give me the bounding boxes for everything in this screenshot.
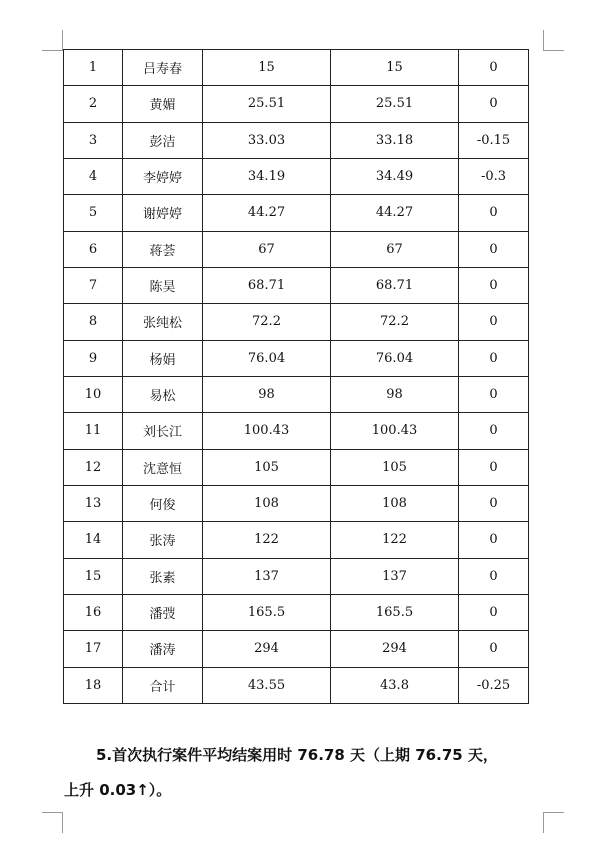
judge-name-cell: 张涛 — [123, 522, 203, 558]
table-body — [64, 50, 529, 704]
table-row — [64, 631, 529, 667]
previous-days-cell: 44.27 — [331, 195, 459, 231]
row-index-cell: 5 — [64, 195, 123, 231]
previous-days-cell: 33.18 — [331, 122, 459, 158]
table-row — [64, 413, 529, 449]
judge-name-cell: 易松 — [123, 376, 203, 412]
table-row — [64, 340, 529, 376]
crop-mark-bottom-right — [543, 812, 564, 833]
current-days-cell: 68.71 — [203, 267, 331, 303]
judge-name-cell: 彭洁 — [123, 122, 203, 158]
table-row — [64, 267, 529, 303]
change-cell: 0 — [459, 195, 529, 231]
current-days-cell: 76.04 — [203, 340, 331, 376]
current-days-cell: 137 — [203, 558, 331, 594]
change-cell: 0 — [459, 449, 529, 485]
table-row — [64, 594, 529, 630]
table-row — [64, 376, 529, 412]
previous-days-cell: 165.5 — [331, 594, 459, 630]
current-days-cell: 44.27 — [203, 195, 331, 231]
current-days-cell: 67 — [203, 231, 331, 267]
previous-days-cell: 68.71 — [331, 267, 459, 303]
row-index-cell: 4 — [64, 158, 123, 194]
row-index-cell: 16 — [64, 594, 123, 630]
judge-name-cell: 张纯松 — [123, 304, 203, 340]
previous-days-cell: 122 — [331, 522, 459, 558]
table-row — [64, 86, 529, 122]
change-cell: 0 — [459, 631, 529, 667]
row-index-cell: 15 — [64, 558, 123, 594]
current-days-cell: 100.43 — [203, 413, 331, 449]
change-cell: 0 — [459, 376, 529, 412]
row-index-cell: 6 — [64, 231, 123, 267]
previous-days-cell: 108 — [331, 485, 459, 521]
crop-mark-top-left — [42, 30, 63, 51]
previous-days-cell: 100.43 — [331, 413, 459, 449]
table-row — [64, 558, 529, 594]
current-days-cell: 34.19 — [203, 158, 331, 194]
change-cell: 0 — [459, 304, 529, 340]
previous-days-cell: 98 — [331, 376, 459, 412]
change-cell: 0 — [459, 86, 529, 122]
current-days-cell: 25.51 — [203, 86, 331, 122]
previous-days-cell: 294 — [331, 631, 459, 667]
judge-name-cell: 谢婷婷 — [123, 195, 203, 231]
row-index-cell: 17 — [64, 631, 123, 667]
table-row — [64, 122, 529, 158]
row-index-cell: 12 — [64, 449, 123, 485]
judge-name-cell: 吕寿春 — [123, 50, 203, 86]
change-cell: 0 — [459, 50, 529, 86]
change-cell: 0 — [459, 231, 529, 267]
current-days-cell: 105 — [203, 449, 331, 485]
summary-line-2: 上升 0.03↑）。 — [64, 781, 172, 799]
table-row — [64, 231, 529, 267]
previous-days-cell: 34.49 — [331, 158, 459, 194]
table-row — [64, 522, 529, 558]
judge-name-cell: 李婷婷 — [123, 158, 203, 194]
change-cell: 0 — [459, 413, 529, 449]
judge-name-cell: 杨娟 — [123, 340, 203, 376]
table-row — [64, 50, 529, 86]
judge-name-cell: 蒋荟 — [123, 231, 203, 267]
row-index-cell: 10 — [64, 376, 123, 412]
row-index-cell: 3 — [64, 122, 123, 158]
change-cell: -0.25 — [459, 667, 529, 703]
table-row — [64, 485, 529, 521]
crop-mark-top-right — [543, 30, 564, 51]
judge-name-cell: 张素 — [123, 558, 203, 594]
change-cell: 0 — [459, 267, 529, 303]
judge-name-cell: 潘涛 — [123, 631, 203, 667]
current-days-cell: 15 — [203, 50, 331, 86]
table-row — [64, 158, 529, 194]
current-days-cell: 108 — [203, 485, 331, 521]
previous-days-cell: 67 — [331, 231, 459, 267]
change-cell: 0 — [459, 485, 529, 521]
current-days-cell: 98 — [203, 376, 331, 412]
change-cell: 0 — [459, 594, 529, 630]
current-days-cell: 43.55 — [203, 667, 331, 703]
case-duration-table — [63, 49, 529, 704]
judge-name-cell: 何俊 — [123, 485, 203, 521]
table-row — [64, 667, 529, 703]
judge-name-cell: 潘弢 — [123, 594, 203, 630]
row-index-cell: 7 — [64, 267, 123, 303]
previous-days-cell: 72.2 — [331, 304, 459, 340]
table-row — [64, 449, 529, 485]
row-index-cell: 14 — [64, 522, 123, 558]
row-index-cell: 9 — [64, 340, 123, 376]
judge-name-cell: 陈昊 — [123, 267, 203, 303]
row-index-cell: 1 — [64, 50, 123, 86]
previous-days-cell: 76.04 — [331, 340, 459, 376]
change-cell: -0.3 — [459, 158, 529, 194]
current-days-cell: 294 — [203, 631, 331, 667]
judge-name-cell: 黄媚 — [123, 86, 203, 122]
change-cell: 0 — [459, 522, 529, 558]
row-index-cell: 18 — [64, 667, 123, 703]
row-index-cell: 13 — [64, 485, 123, 521]
current-days-cell: 33.03 — [203, 122, 331, 158]
current-days-cell: 72.2 — [203, 304, 331, 340]
table-row — [64, 304, 529, 340]
crop-mark-bottom-left — [42, 812, 63, 833]
change-cell: 0 — [459, 340, 529, 376]
previous-days-cell: 105 — [331, 449, 459, 485]
judge-name-cell: 刘长江 — [123, 413, 203, 449]
row-index-cell: 11 — [64, 413, 123, 449]
row-index-cell: 8 — [64, 304, 123, 340]
previous-days-cell: 15 — [331, 50, 459, 86]
summary-line-1: 5.首次执行案件平均结案用时 76.78 天（上期 76.75 天， — [96, 746, 498, 764]
change-cell: 0 — [459, 558, 529, 594]
current-days-cell: 122 — [203, 522, 331, 558]
table-row — [64, 195, 529, 231]
judge-name-cell: 沈意恒 — [123, 449, 203, 485]
change-cell: -0.15 — [459, 122, 529, 158]
judge-name-cell: 合计 — [123, 667, 203, 703]
current-days-cell: 165.5 — [203, 594, 331, 630]
previous-days-cell: 25.51 — [331, 86, 459, 122]
previous-days-cell: 137 — [331, 558, 459, 594]
row-index-cell: 2 — [64, 86, 123, 122]
previous-days-cell: 43.8 — [331, 667, 459, 703]
